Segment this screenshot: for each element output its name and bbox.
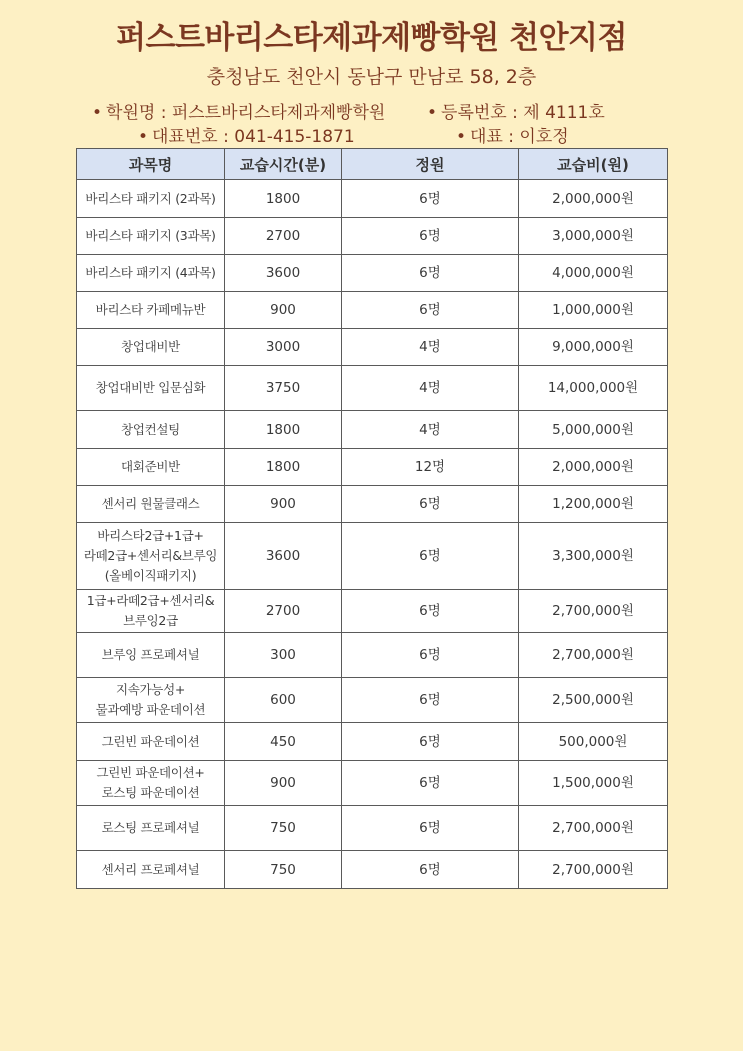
table-row [77, 633, 668, 678]
fee-cell: 1,500,000원 [519, 761, 668, 806]
info-registration [427, 98, 605, 123]
fee-cell: 500,000원 [519, 723, 668, 761]
table-row [77, 449, 668, 486]
capacity-cell: 6명 [342, 851, 519, 889]
capacity-cell: 6명 [342, 590, 519, 633]
table-row [77, 218, 668, 255]
capacity-cell: 6명 [342, 761, 519, 806]
table-row [77, 723, 668, 761]
hours-cell: 300 [225, 633, 342, 678]
table-row [77, 851, 668, 889]
bullet-icon: • [138, 127, 149, 147]
hours-cell: 900 [225, 292, 342, 329]
course-cell: 그린빈 파운데이션 [77, 723, 225, 761]
course-cell: 바리스타 패키지 (3과목) [77, 218, 225, 255]
tuition-table [76, 148, 668, 889]
table-row [77, 329, 668, 366]
capacity-cell: 6명 [342, 218, 519, 255]
table-row [77, 590, 668, 633]
bullet-icon: • [427, 103, 438, 123]
table-row [77, 366, 668, 411]
header-course: 과목명 [77, 149, 225, 180]
course-cell: 그린빈 파운데이션+ 로스팅 파운데이션 [77, 761, 225, 806]
course-cell: 1급+라떼2급+센서리& 브루잉2급 [77, 590, 225, 633]
capacity-cell: 4명 [342, 329, 519, 366]
course-cell: 센서리 원물클래스 [77, 486, 225, 523]
course-cell: 바리스타2급+1급+ 라떼2급+센서리&브루잉 (올베이직패키지) [77, 523, 225, 590]
course-cell: 창업컨설팅 [77, 411, 225, 449]
fee-cell: 2,000,000원 [519, 180, 668, 218]
hours-cell: 1800 [225, 180, 342, 218]
table-row [77, 255, 668, 292]
registration-text: 등록번호 : 제 4111호 [441, 103, 605, 123]
fee-cell: 4,000,000원 [519, 255, 668, 292]
course-cell: 바리스타 카페메뉴반 [77, 292, 225, 329]
hours-cell: 750 [225, 851, 342, 889]
header-capacity: 정원 [342, 149, 519, 180]
fee-cell: 2,700,000원 [519, 851, 668, 889]
academy-address: 충청남도 천안시 동남구 만남로 58, 2층 [206, 66, 537, 88]
table-row [77, 180, 668, 218]
hours-cell: 3750 [225, 366, 342, 411]
table-row [77, 806, 668, 851]
course-cell: 로스팅 프로페셔널 [77, 806, 225, 851]
table-row [77, 486, 668, 523]
fee-cell: 1,200,000원 [519, 486, 668, 523]
capacity-cell: 6명 [342, 723, 519, 761]
fee-cell: 1,000,000원 [519, 292, 668, 329]
capacity-cell: 6명 [342, 806, 519, 851]
capacity-cell: 6명 [342, 633, 519, 678]
capacity-cell: 4명 [342, 366, 519, 411]
course-cell: 창업대비반 입문심화 [77, 366, 225, 411]
capacity-cell: 12명 [342, 449, 519, 486]
info-representative [456, 122, 569, 147]
course-cell: 지속가능성+ 물과예방 파운데이션 [77, 678, 225, 723]
capacity-cell: 6명 [342, 180, 519, 218]
hours-cell: 3000 [225, 329, 342, 366]
bullet-icon: • [456, 127, 467, 147]
fee-cell: 9,000,000원 [519, 329, 668, 366]
capacity-cell: 6명 [342, 678, 519, 723]
course-cell: 창업대비반 [77, 329, 225, 366]
hours-cell: 750 [225, 806, 342, 851]
hours-cell: 1800 [225, 449, 342, 486]
info-phone [138, 122, 355, 147]
fee-cell: 3,300,000원 [519, 523, 668, 590]
fee-cell: 3,000,000원 [519, 218, 668, 255]
header-hours: 교습시간(분) [225, 149, 342, 180]
hours-cell: 3600 [225, 523, 342, 590]
header-fee: 교습비(원) [519, 149, 668, 180]
fee-cell: 2,700,000원 [519, 806, 668, 851]
course-cell: 바리스타 패키지 (2과목) [77, 180, 225, 218]
table-row [77, 678, 668, 723]
fee-cell: 2,500,000원 [519, 678, 668, 723]
capacity-cell: 6명 [342, 523, 519, 590]
capacity-cell: 4명 [342, 411, 519, 449]
phone-text: 대표번호 : 041-415-1871 [152, 127, 355, 147]
fee-cell: 5,000,000원 [519, 411, 668, 449]
table-row [77, 523, 668, 590]
fee-cell: 2,000,000원 [519, 449, 668, 486]
course-cell: 대회준비반 [77, 449, 225, 486]
hours-cell: 3600 [225, 255, 342, 292]
course-cell: 바리스타 패키지 (4과목) [77, 255, 225, 292]
table-row [77, 761, 668, 806]
hours-cell: 900 [225, 486, 342, 523]
hours-cell: 2700 [225, 590, 342, 633]
bullet-icon: • [92, 103, 103, 123]
hours-cell: 600 [225, 678, 342, 723]
academy-name-text: 학원명 : 퍼스트바리스타제과제빵학원 [106, 103, 386, 123]
hours-cell: 1800 [225, 411, 342, 449]
hours-cell: 450 [225, 723, 342, 761]
table-body [77, 180, 668, 889]
capacity-cell: 6명 [342, 255, 519, 292]
capacity-cell: 6명 [342, 292, 519, 329]
table-row [77, 411, 668, 449]
capacity-cell: 6명 [342, 486, 519, 523]
table-header-row [77, 149, 668, 180]
course-cell: 브루잉 프로페셔널 [77, 633, 225, 678]
table-row [77, 292, 668, 329]
fee-cell: 14,000,000원 [519, 366, 668, 411]
page-title: 퍼스트바리스타제과제빵학원 천안지점 [116, 20, 627, 56]
representative-text: 대표 : 이호정 [470, 127, 569, 147]
course-cell: 센서리 프로페셔널 [77, 851, 225, 889]
hours-cell: 900 [225, 761, 342, 806]
info-academy-name [92, 98, 385, 123]
fee-cell: 2,700,000원 [519, 633, 668, 678]
fee-cell: 2,700,000원 [519, 590, 668, 633]
hours-cell: 2700 [225, 218, 342, 255]
